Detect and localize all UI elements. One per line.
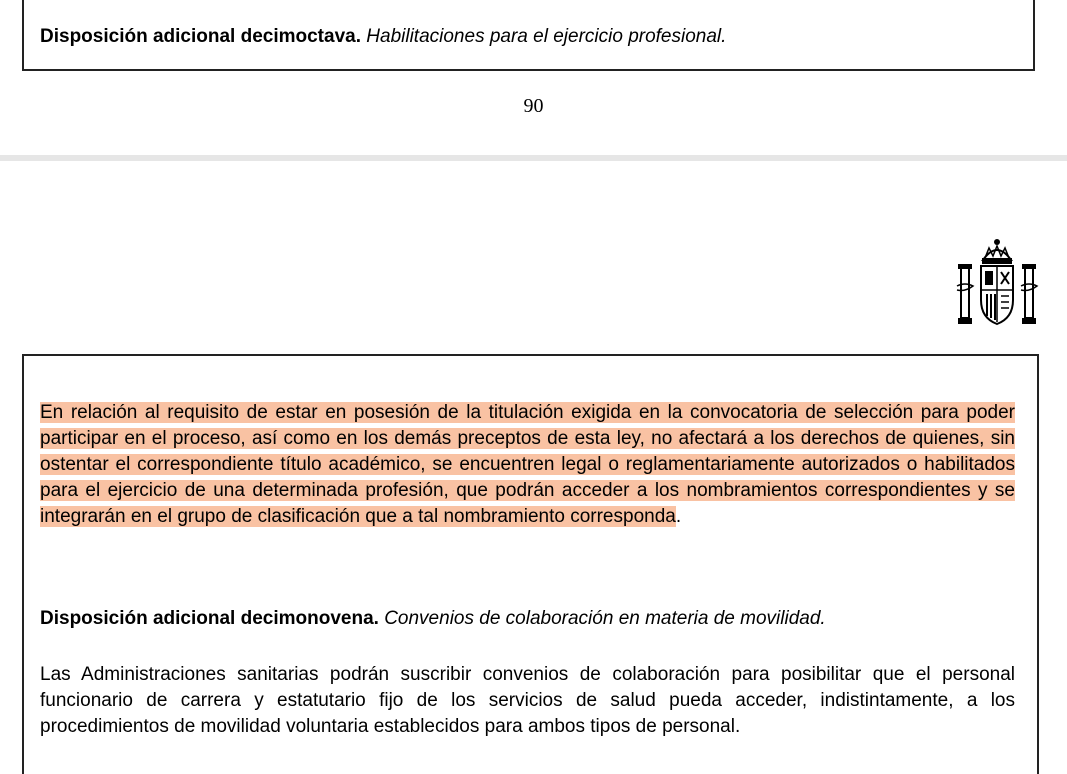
heading-italic: Convenios de colaboración en materia de movilidad. <box>384 608 826 629</box>
article-box-top <box>22 0 1035 71</box>
body-paragraph: Las Administraciones sanitarias podrán suscribir convenios de colaboración para posibilitar que el personal funcionario de carrera y estatutario fijo de los servicios de salud pueda acceder, indistintamente, a los procedimientos de movilidad voluntaria establecidos para ambos tipos de personal. <box>40 664 1015 737</box>
current-page <box>0 161 1067 749</box>
section-heading-19 <box>40 608 826 630</box>
highlighted-paragraph <box>40 400 1015 530</box>
previous-page <box>0 0 1067 155</box>
heading-bold: Disposición adicional decimonovena. <box>40 608 379 629</box>
heading-italic: Habilitaciones para el ejercicio profesional. <box>366 26 727 47</box>
page-number: 90 <box>523 95 544 117</box>
heading-bold: Disposición adicional decimoctava. <box>40 26 361 47</box>
article-box <box>22 354 1039 774</box>
section-heading-18 <box>40 26 726 48</box>
spain-coat-of-arms-icon <box>955 238 1039 336</box>
paragraph-end: . <box>675 506 682 527</box>
highlighted-text: En relación al requisito de estar en posesión de la titulación exigida en la convocatoria de selección para poder participar en el proceso, así como en los demás preceptos de esta ley, no afectará a los derechos de quienes, sin ostentar el correspondiente título académico, se encuentren legal o reglamentariamente autorizados o habilitados para el ejercicio de una determinada profesión, que podrán acceder a los nombramientos correspondientes y se integrarán en el grupo de clasificación que a tal nombramiento corresponda <box>40 402 1015 527</box>
